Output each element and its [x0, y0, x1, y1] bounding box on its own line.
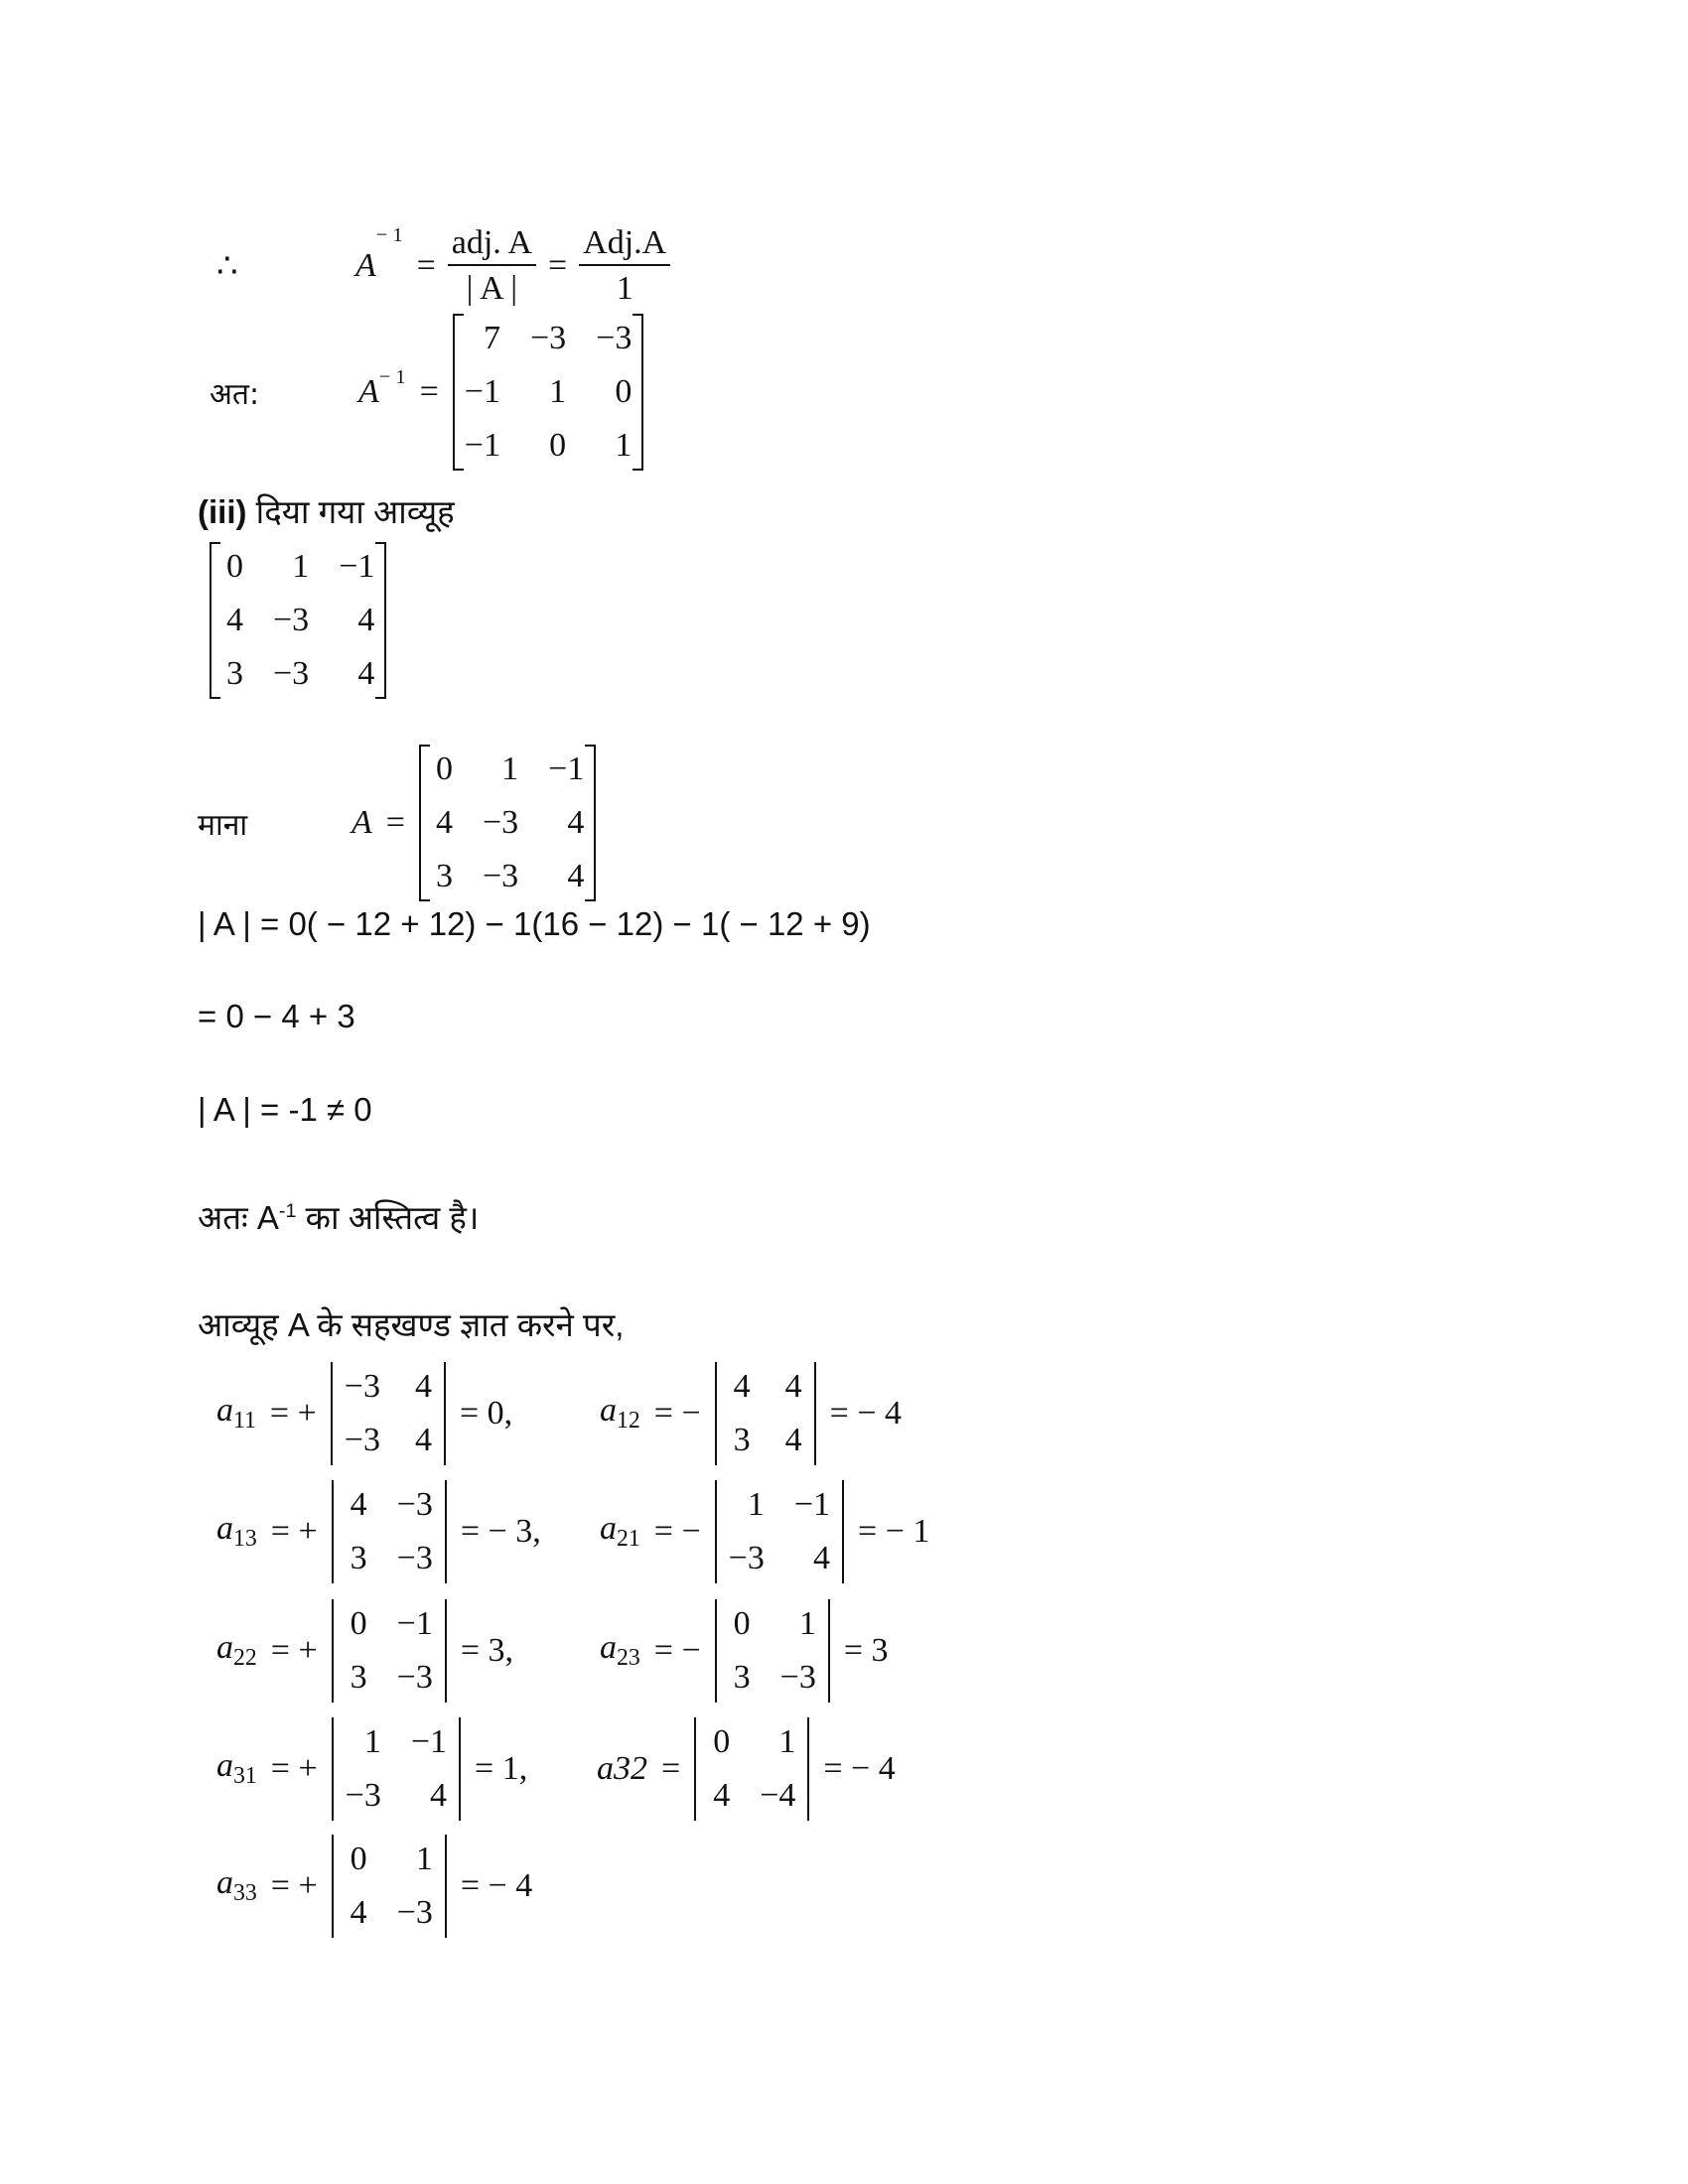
minor-determinant [715, 1362, 816, 1465]
minor-determinant [694, 1717, 809, 1821]
matrix-cell: −3 [344, 1422, 380, 1458]
matrix-cell: −1 [410, 1723, 448, 1760]
matrix-cell: 0 [226, 548, 243, 585]
part-number: (iii) [198, 493, 247, 530]
cofactor-label: $a_{13}$ [216, 1510, 257, 1553]
matrix-cell: −1 [464, 373, 500, 410]
equals: = [416, 247, 436, 284]
matrix-cell: 0 [713, 1723, 731, 1760]
inverse-result [210, 314, 643, 471]
matrix-cell: −3 [344, 1368, 380, 1405]
matrix-cell: 1 [615, 427, 633, 464]
inverse-matrix [453, 314, 644, 471]
cofactor-a31 [216, 1717, 527, 1821]
lhs-a: A [358, 373, 379, 410]
equals: = [547, 247, 568, 284]
matrix-cell: −3 [396, 1540, 433, 1576]
minor-determinant [332, 1599, 447, 1703]
matrix-cell: 0 [549, 427, 567, 464]
matrix-cell: −1 [396, 1605, 433, 1642]
matrix-cell: 7 [483, 320, 500, 356]
matrix-cell: −1 [339, 548, 375, 585]
exponent: − 1 [378, 365, 406, 388]
matrix-cell: −3 [396, 1486, 433, 1523]
matrix-cell: 4 [350, 1486, 367, 1523]
cofactor-sign: = + [270, 1513, 318, 1550]
matrix-cell: 3 [226, 655, 243, 692]
matrix-cell: 4 [414, 1422, 432, 1458]
matrix-cell: −3 [728, 1540, 765, 1576]
matrix-cell: 4 [733, 1368, 751, 1405]
matrix-cell: 4 [784, 1368, 802, 1405]
fraction-adj-over-one [579, 224, 670, 308]
matrix-cell: 1 [549, 373, 567, 410]
cofactor-value: = − 1 [858, 1513, 930, 1550]
cofactor-sign: = − [653, 1513, 701, 1550]
matrix-cell: 4 [567, 858, 585, 894]
therefore-symbol: ∴ [216, 248, 238, 285]
cofactor-value: = 0, [459, 1395, 513, 1432]
matrix-cell: 0 [435, 751, 453, 787]
cofactor-value: = 1, [475, 1750, 528, 1787]
cofactor-sign: = − [653, 1632, 701, 1669]
matrix-cell: −3 [529, 320, 567, 356]
cofactor-intro: आव्यूह A के सहखण्ड ज्ञात करने पर, [198, 1306, 625, 1343]
part-heading-text: दिया गया आव्यूह [255, 493, 455, 530]
cofactor-a33 [216, 1835, 532, 1938]
matrix-cell: 1 [747, 1486, 765, 1523]
matrix-cell: −1 [548, 751, 585, 787]
cofactor-a21 [600, 1480, 929, 1583]
matrix-cell: 4 [357, 602, 375, 638]
cofactor-sign: = − [653, 1395, 701, 1432]
cofactor-sign: = + [270, 1632, 318, 1669]
matrix-cell: 1 [415, 1841, 433, 1877]
matrix-cell: 3 [350, 1540, 367, 1576]
matrix-cell: 0 [615, 373, 633, 410]
cofactor-a22 [216, 1599, 513, 1703]
matrix-cell: −3 [596, 320, 633, 356]
matrix-cell: 4 [813, 1540, 831, 1576]
let-label: माना [198, 807, 248, 843]
cofactor-label: $a_{33}$ [216, 1864, 257, 1907]
determinant-expansion: | A | = 0( − 12 + 12) − 1(16 − 12) − 1( − 12 + 9) [198, 905, 871, 942]
matrix-cell: −3 [396, 1894, 433, 1931]
given-matrix-block [210, 542, 386, 699]
cofactor-sign: = + [270, 1867, 318, 1904]
cofactor-label: $a_{31}$ [216, 1747, 257, 1790]
cofactor-a32 [597, 1717, 896, 1821]
matrix-cell: 0 [733, 1605, 751, 1642]
cofactor-value: = − 3, [460, 1513, 541, 1550]
matrix-cell: −3 [345, 1777, 381, 1814]
cofactor-a11 [216, 1362, 512, 1465]
equals: = [385, 804, 405, 841]
matrix-cell: 3 [733, 1659, 751, 1696]
matrix-cell: −3 [396, 1659, 433, 1696]
matrix-cell: −1 [793, 1486, 831, 1523]
matrix-cell: 1 [363, 1723, 381, 1760]
matrix-cell: 4 [435, 804, 453, 841]
minor-determinant [332, 1480, 447, 1583]
cofactor-label: $a_{12}$ [600, 1392, 640, 1434]
matrix-cell: 0 [350, 1841, 367, 1877]
existence-prefix: अतः A [198, 1199, 279, 1236]
inverse-formula [216, 224, 670, 308]
cofactor-sign: = [661, 1750, 681, 1787]
matrix-cell: 4 [414, 1368, 432, 1405]
matrix-cell: 4 [784, 1422, 802, 1458]
minor-determinant [332, 1835, 447, 1938]
matrix-cell: 4 [567, 804, 585, 841]
minor-determinant [331, 1362, 446, 1465]
matrix-cell: −3 [273, 602, 310, 638]
cofactor-sign: = + [269, 1395, 317, 1432]
cofactor-value: = − 4 [460, 1867, 533, 1904]
part-iii-heading [198, 488, 455, 533]
cofactor-label: $a_{22}$ [216, 1629, 257, 1672]
matrix-cell: −3 [482, 858, 519, 894]
denominator: 1 [616, 270, 633, 307]
matrix-cell: −1 [464, 427, 500, 464]
cofactor-label: $a_{11}$ [216, 1392, 256, 1434]
cofactor-value: = 3, [460, 1632, 514, 1669]
cofactor-a23 [600, 1599, 889, 1703]
let-a [198, 745, 596, 901]
cofactor-label: $a_{23}$ [600, 1629, 640, 1672]
numerator: Adj.A [579, 224, 670, 266]
matrix-cell: 0 [350, 1605, 367, 1642]
equals: = [419, 373, 439, 410]
matrix-cell: 1 [778, 1723, 796, 1760]
matrix-cell: −3 [273, 655, 310, 692]
determinant-sum: = 0 − 4 + 3 [198, 998, 355, 1034]
given-matrix [210, 542, 386, 699]
cofactor-label: $a_{21}$ [600, 1510, 640, 1553]
cofactor-value: = − 4 [829, 1395, 903, 1432]
cofactor-sign: = + [270, 1750, 318, 1787]
minor-determinant [332, 1717, 461, 1821]
matrix-cell: −3 [779, 1659, 816, 1696]
minor-determinant [715, 1480, 844, 1583]
matrix-cell: 1 [292, 548, 310, 585]
matrix-cell: −3 [482, 804, 519, 841]
matrix-cell: 1 [501, 751, 519, 787]
fraction-adj-over-det [448, 224, 536, 308]
inverse-exponent: -1 [278, 1200, 297, 1222]
matrix-cell: 3 [733, 1422, 751, 1458]
exponent: − 1 [375, 224, 403, 246]
minor-determinant [715, 1599, 830, 1703]
numerator: adj. A [448, 224, 536, 266]
existence-suffix: का अस्तित्व है। [296, 1199, 480, 1236]
cofactor-value: = 3 [843, 1632, 889, 1669]
matrix-cell: 4 [350, 1894, 367, 1931]
denominator: | A | [466, 270, 518, 307]
determinant-value: | A | = -1 ≠ 0 [198, 1091, 372, 1128]
matrix-cell: 4 [430, 1777, 448, 1814]
cofactor-value: = − 4 [823, 1750, 896, 1787]
matrix-cell: 1 [798, 1605, 816, 1642]
matrix-cell: 3 [350, 1659, 367, 1696]
existence-statement [198, 1194, 479, 1239]
matrix-cell: 4 [357, 655, 375, 692]
cofactor-a12 [600, 1362, 902, 1465]
matrix-cell: 3 [435, 858, 453, 894]
cofactor-a13 [216, 1480, 541, 1583]
matrix-cell: −4 [760, 1777, 796, 1814]
hence-label: अत: [210, 376, 260, 412]
matrix-a [419, 745, 596, 901]
lhs-a: A [355, 247, 376, 284]
matrix-cell: 4 [226, 602, 243, 638]
lhs-a: A [352, 804, 372, 841]
matrix-cell: 4 [713, 1777, 731, 1814]
cofactor-label: a32 [597, 1750, 647, 1787]
